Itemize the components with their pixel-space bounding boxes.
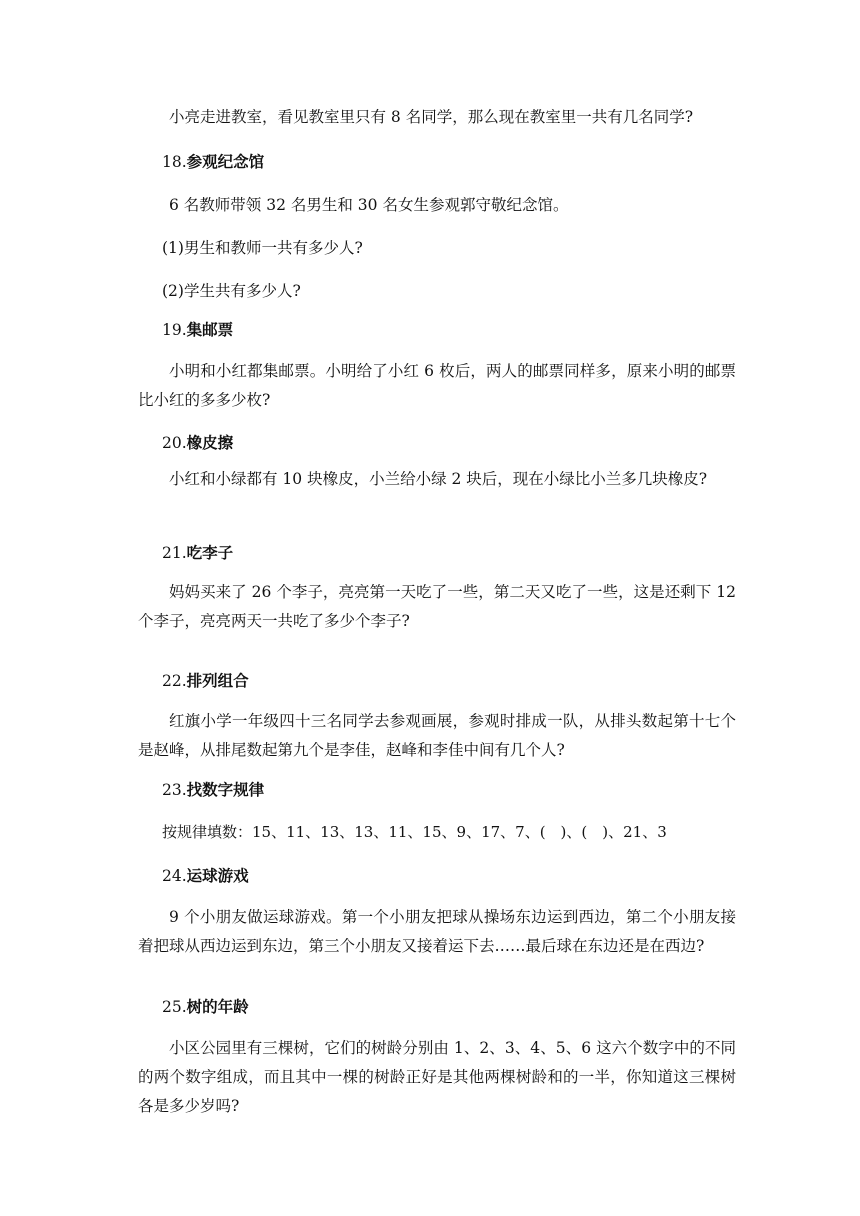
problem-23-text: 按规律填数：15、11、13、13、11、15、9、17、7、( )、( )、21、3	[162, 823, 667, 841]
problem-24-heading	[162, 862, 760, 891]
problem-20-text: 小红和小绿都有 10 块橡皮，小兰给小绿 2 块后，现在小绿比小兰多几块橡皮?	[169, 470, 708, 488]
problem-25-text: 小区公园里有三棵树，它们的树龄分别由 1、2、3、4、5、6 这六个数字中的不同的两个数字组成，而且其中一棵的树龄正好是其他两棵树龄和的一半，你知道这三棵树各是多少岁吗?	[138, 1039, 736, 1115]
problem-20-heading	[162, 429, 760, 458]
problem-23-heading	[162, 776, 760, 805]
problem-22-text: 红旗小学一年级四十三名同学去参观画展，参观时排成一队，从排头数起第十七个是赵峰，从排尾数起第九个是李佳，赵峰和李佳中间有几个人?	[138, 712, 736, 759]
problem-20-number: 20.	[162, 434, 187, 452]
problem-21-title: 吃李子	[186, 544, 234, 562]
problem-18-heading	[162, 148, 760, 177]
problem-23-title: 找数字规律	[186, 781, 265, 799]
problem-25-heading	[162, 993, 760, 1022]
problem-22-heading	[162, 667, 760, 696]
problem-18-text: 6 名教师带领 32 名男生和 30 名女生参观郭守敬纪念馆。	[169, 196, 569, 214]
problem-22-title: 排列组合	[186, 672, 249, 690]
problem-24-text: 9 个小朋友做运球游戏。第一个小朋友把球从操场东边运到西边，第二个小朋友接着把球从西边运到东边，第三个小朋友又接着运下去……最后球在东边还是在西边?	[138, 908, 736, 955]
problem-24-number: 24.	[162, 867, 187, 885]
problem-25-title: 树的年龄	[186, 998, 249, 1016]
problem-20-title: 橡皮擦	[186, 434, 234, 452]
problem-19-heading	[162, 316, 760, 345]
problem-19-text: 小明和小红都集邮票。小明给了小红 6 枚后，两人的邮票同样多，原来小明的邮票比小红的多多少枚?	[138, 362, 736, 409]
problem-18-question-1: (1)男生和教师一共有多少人?	[162, 239, 363, 257]
problem-18-question-2: (2)学生共有多少人?	[162, 282, 301, 300]
problem-24-title: 运球游戏	[186, 867, 249, 885]
problem-21-heading	[162, 539, 760, 568]
problem-19-number: 19.	[162, 321, 187, 339]
problem-19-title: 集邮票	[186, 321, 234, 339]
problem-18-title: 参观纪念馆	[186, 153, 265, 171]
problem-22-number: 22.	[162, 672, 187, 690]
problem-21-number: 21.	[162, 544, 187, 562]
problem-23-number: 23.	[162, 781, 187, 799]
problem-18-number: 18.	[162, 153, 187, 171]
problem-21-text: 妈妈买来了 26 个李子，亮亮第一天吃了一些，第二天又吃了一些，这是还剩下 12 个李子，亮亮两天一共吃了多少个李子?	[138, 583, 736, 630]
problem-17-text: 小亮走进教室，看见教室里只有 8 名同学，那么现在教室里一共有几名同学?	[169, 108, 694, 126]
problem-25-number: 25.	[162, 998, 187, 1016]
